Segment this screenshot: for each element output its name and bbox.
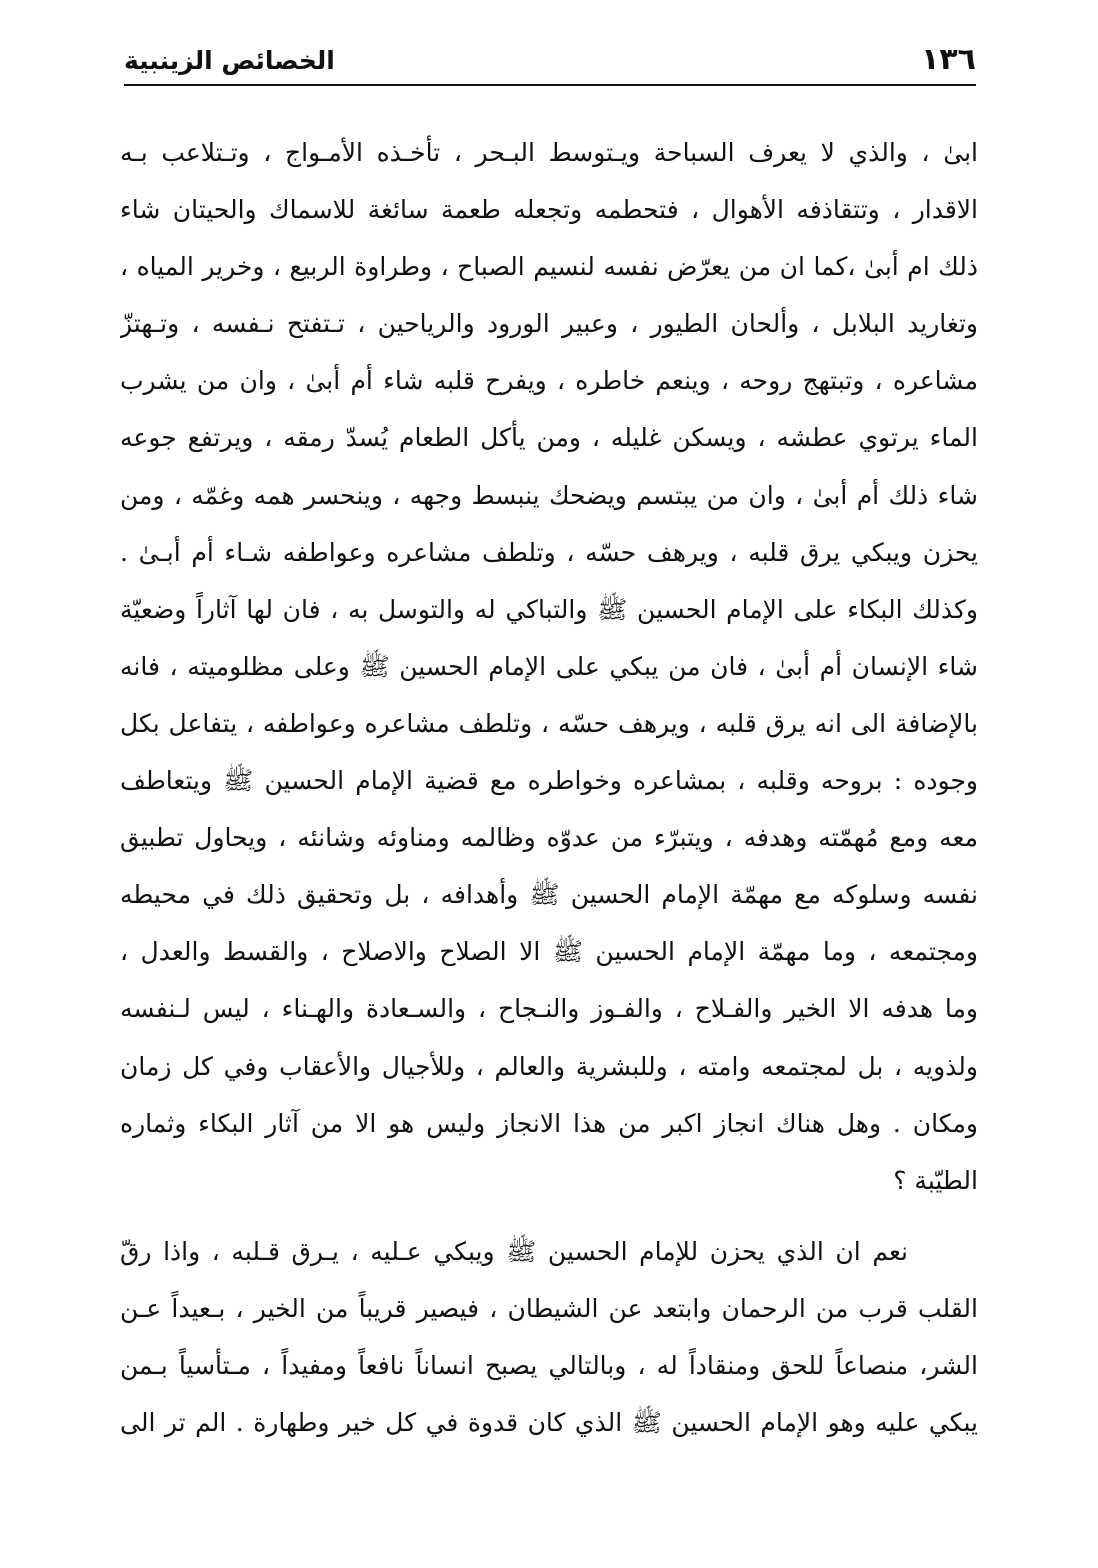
text-line: يحزن ويبكي يرق قلبه ، ويرهف حسّه ، وتلطف مشاعره وعواطفه شـاء أم أبـىٰ . bbox=[120, 537, 978, 567]
paragraph-2 bbox=[120, 1223, 978, 1451]
text-line: شاء ذلك أم أبىٰ ، وان من يبتسم ويضحك ينبسط وجهه ، وينحسر همه وغمّه ، ومن bbox=[120, 480, 978, 510]
text-line: الاقدار ، وتتقاذفه الأهوال ، فتحطمه وتجعله طعمة سائغة للاسماك والحيتان شاء bbox=[120, 195, 978, 225]
text-line: الطيّبة ؟ bbox=[893, 1165, 978, 1195]
text-line: الشر، منصاعاً للحق ومنقاداً له ، وبالتالي يصبح انساناً نافعاً ومفيداً ، مـتأسياً بـمن bbox=[120, 1350, 978, 1380]
text-line: وجوده : بروحه وقلبه ، بمشاعره وخواطره مع قضية الإمام الحسين ﷺ ويتعاطف bbox=[120, 766, 978, 796]
text-line: شاء الإنسان أم أبىٰ ، فان من يبكي على الإمام الحسين ﷺ وعلى مظلوميته ، فانه bbox=[120, 651, 978, 681]
text-line: ذلك ام أبىٰ ،كما ان من يعرّض نفسه لنسيم الصباح ، وطراوة الربيع ، وخرير المياه ، bbox=[120, 252, 978, 282]
text-line: نعم ان الذي يحزن للإمام الحسين ﷺ ويبكي عـليه ، يـرق قـلبه ، واذا رقّ bbox=[120, 1236, 908, 1266]
text-line: مشاعره ، وتبتهج روحه ، وينعم خاطره ، ويفرح قلبه شاء أم أبىٰ ، وان من يشرب bbox=[120, 366, 978, 396]
page-number: ١٣٦ bbox=[921, 42, 976, 77]
text-line: ومكان . وهل هناك انجاز اكبر من هذا الانجاز وليس هو الا من آثار البكاء وثماره bbox=[120, 1108, 978, 1138]
text-line: نفسه وسلوكه مع مهمّة الإمام الحسين ﷺ وأهدافه ، بل وتحقيق ذلك في محيطه bbox=[120, 880, 978, 910]
text-line: ومجتمعه ، وما مهمّة الإمام الحسين ﷺ الا الصلاح والاصلاح ، والقسط والعدل ، bbox=[120, 937, 978, 967]
text-line: يبكي عليه وهو الإمام الحسين ﷺ الذي كان قدوة في كل خير وطهارة . الم تر الى bbox=[120, 1408, 978, 1438]
text-line: ولذويه ، بل لمجتمعه وامته ، وللبشرية والعالم ، وللأجيال والأعقاب وفي كل زمان bbox=[120, 1051, 978, 1081]
text-line: القلب قرب من الرحمان وابتعد عن الشيطان ، فيصير قريباً من الخير ، بـعيداً عـن bbox=[120, 1293, 978, 1323]
text-line: وكذلك البكاء على الإمام الحسين ﷺ والتباكي له والتوسل به ، فان لها آثاراً وضعيّة bbox=[120, 594, 978, 624]
text-line: وتغاريد البلابل ، وألحان الطيور ، وعبير الورود والرياحين ، تـتفتح نـفسه ، وتـهتزّ bbox=[120, 309, 978, 339]
paragraph-1 bbox=[120, 124, 978, 1209]
text-line: ابىٰ ، والذي لا يعرف السباحة ويـتوسط البـحر ، تأخـذه الأمـواج ، وتـتلاعب بـه bbox=[120, 138, 978, 167]
page-header bbox=[124, 38, 976, 86]
paragraph-spacer bbox=[120, 1209, 978, 1223]
text-line: بالإضافة الى انه يرق قلبه ، ويرهف حسّه ، وتلطف مشاعره وعواطفه ، يتفاعل بكل bbox=[120, 708, 978, 738]
text-line: معه ومع مُهمّته وهدفه ، ويتبرّء من عدوّه وظالمه ومناوئه وشانئه ، ويحاول تطبيق bbox=[120, 823, 978, 853]
body-text bbox=[120, 124, 978, 1451]
text-line: الماء يرتوي عطشه ، ويسكن غليله ، ومن يأكل الطعام يُسدّ رمقه ، ويرتفع جوعه bbox=[120, 423, 978, 453]
text-line: وما هدفه الا الخير والفـلاح ، والفـوز والنـجاح ، والسـعادة والهـناء ، ليس لـنفسه bbox=[120, 994, 978, 1024]
running-title: الخصائص الزينبية bbox=[124, 46, 335, 75]
